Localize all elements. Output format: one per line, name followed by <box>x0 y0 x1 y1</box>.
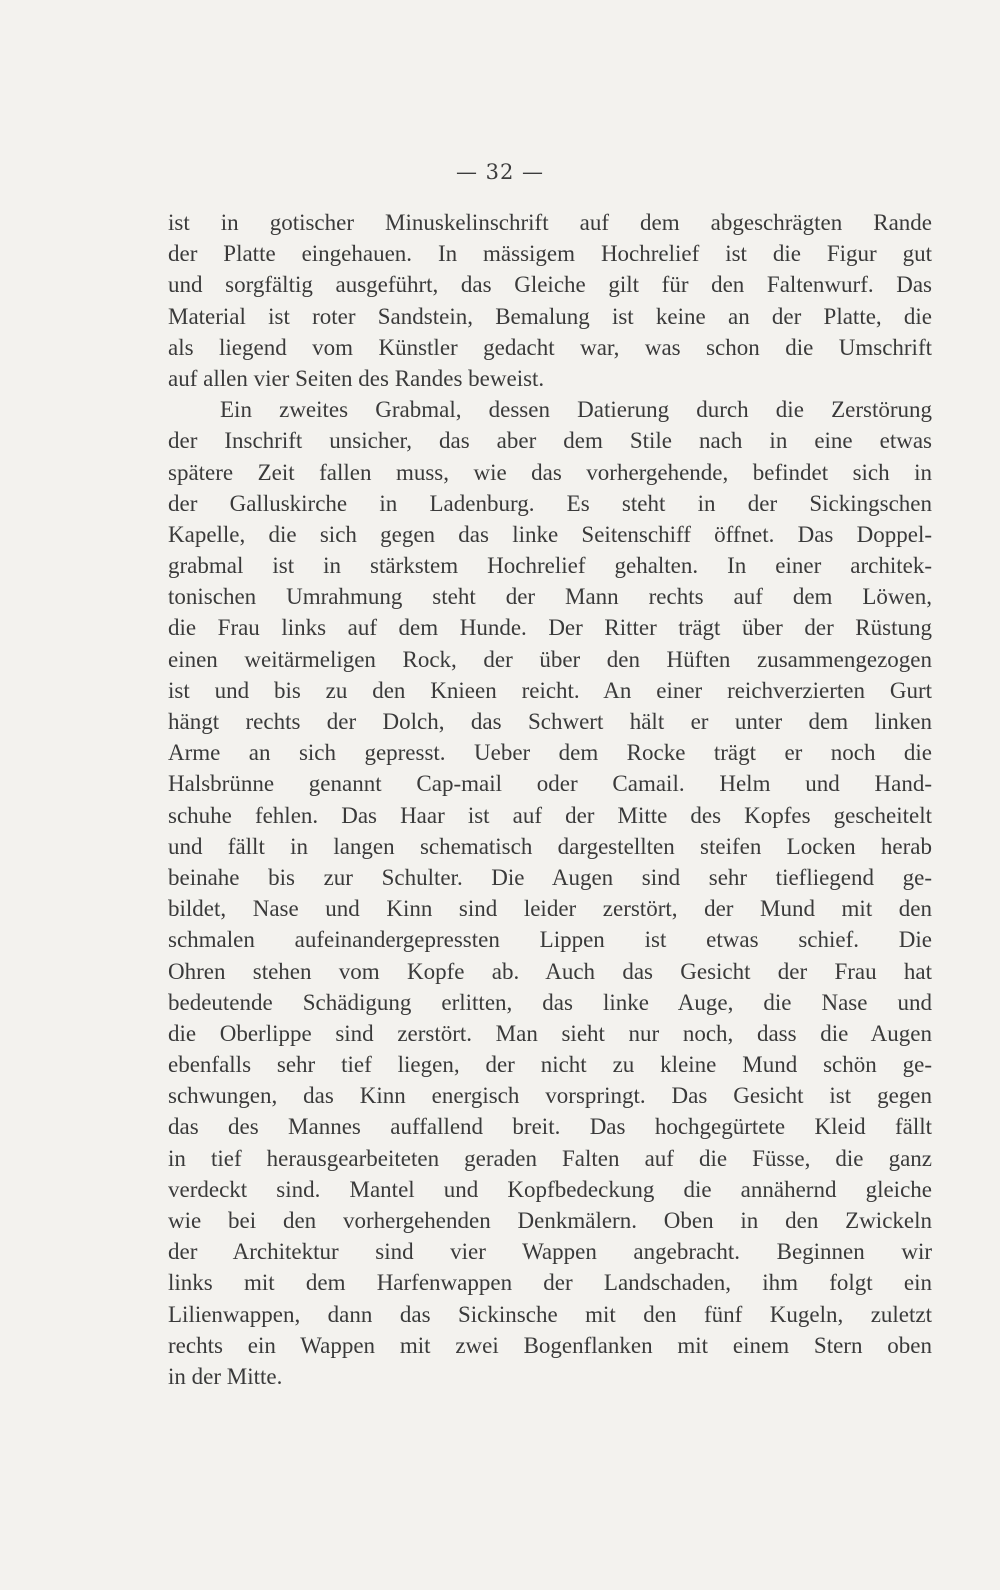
text-line: Material ist roter Sandstein, Bemalung ist keine an der Platte, die <box>168 303 932 329</box>
text-line: auf allen vier Seiten des Randes beweist. <box>168 365 545 391</box>
text-line: der Architektur sind vier Wappen angebracht. Beginnen wir <box>168 1239 932 1265</box>
text-line: in tief herausgearbeiteten geraden Falten auf die Füsse, die ganz <box>168 1145 932 1171</box>
text-line: die Oberlippe sind zerstört. Man sieht nur noch, dass die Augen <box>168 1020 932 1046</box>
text-line: der Galluskirche in Ladenburg. Es steht in der Sickingschen <box>168 490 932 516</box>
text-line: bildet, Nase und Kinn sind leider zerstört, der Mund mit den <box>168 896 932 922</box>
text-line: spätere Zeit fallen muss, wie das vorhergehende, befindet sich in <box>168 459 932 485</box>
text-line: bedeutende Schädigung erlitten, das linke Auge, die Nase und <box>168 989 932 1015</box>
text-line: links mit dem Harfenwappen der Landschaden, ihm folgt ein <box>168 1270 932 1296</box>
text-line: tonischen Umrahmung steht der Mann rechts auf dem Löwen, <box>168 584 932 610</box>
text-line: das des Mannes auffallend breit. Das hochgegürtete Kleid fällt <box>168 1114 932 1140</box>
text-line: der Inschrift unsicher, das aber dem Stile nach in eine etwas <box>168 428 932 454</box>
text-line: wie bei den vorhergehenden Denkmälern. Oben in den Zwickeln <box>168 1208 932 1233</box>
text-line: ist und bis zu den Knieen reicht. An einer reichverzierten Gurt <box>168 677 932 703</box>
text-line: Ein zweites Grabmal, dessen Datierung durch die Zerstörung <box>220 397 932 423</box>
text-line: beinahe bis zur Schulter. Die Augen sind sehr tiefliegend ge- <box>168 864 932 890</box>
text-line: grabmal ist in stärkstem Hochrelief gehalten. In einer architek- <box>168 553 932 579</box>
body-text <box>168 207 932 1392</box>
text-line: die Frau links auf dem Hunde. Der Ritter trägt über der Rüstung <box>168 615 932 641</box>
page-number: — 32 — <box>455 160 545 184</box>
text-line: und sorgfältig ausgeführt, das Gleiche gilt für den Faltenwurf. Das <box>168 272 932 298</box>
text-line: rechts ein Wappen mit zwei Bogenflanken mit einem Stern oben <box>168 1332 932 1358</box>
text-line: verdeckt sind. Mantel und Kopfbedeckung die annähernd gleiche <box>168 1176 932 1202</box>
text-line: als liegend vom Künstler gedacht war, was schon die Umschrift <box>168 334 932 360</box>
text-line: hängt rechts der Dolch, das Schwert hält er unter dem linken <box>168 709 932 734</box>
text-line: schwungen, das Kinn energisch vorspringt. Das Gesicht ist gegen <box>168 1083 932 1109</box>
text-line: der Platte eingehauen. In mässigem Hochrelief ist die Figur gut <box>168 241 932 267</box>
text-line: Arme an sich gepresst. Ueber dem Rocke trägt er noch die <box>168 740 932 766</box>
text-line: Lilienwappen, dann das Sickinsche mit den fünf Kugeln, zuletzt <box>168 1301 932 1327</box>
text-line: schmalen aufeinandergepressten Lippen ist etwas schief. Die <box>168 927 932 953</box>
text-line: und fällt in langen schematisch dargestellten steifen Locken herab <box>168 833 932 859</box>
text-line: schuhe fehlen. Das Haar ist auf der Mitte des Kopfes gescheitelt <box>168 802 932 828</box>
text-line: Halsbrünne genannt Cap-mail oder Camail. Helm und Hand- <box>168 771 932 797</box>
text-line: ebenfalls sehr tief liegen, der nicht zu kleine Mund schön ge- <box>168 1052 932 1078</box>
text-line: Ohren stehen vom Kopfe ab. Auch das Gesicht der Frau hat <box>168 958 932 984</box>
text-line: in der Mitte. <box>168 1363 283 1389</box>
text-line: Kapelle, die sich gegen das linke Seitenschiff öffnet. Das Doppel- <box>168 521 932 547</box>
text-line: einen weitärmeligen Rock, der über den Hüften zusammengezogen <box>168 646 932 672</box>
text-line: ist in gotischer Minuskelinschrift auf dem abgeschrägten Rande <box>168 210 932 235</box>
